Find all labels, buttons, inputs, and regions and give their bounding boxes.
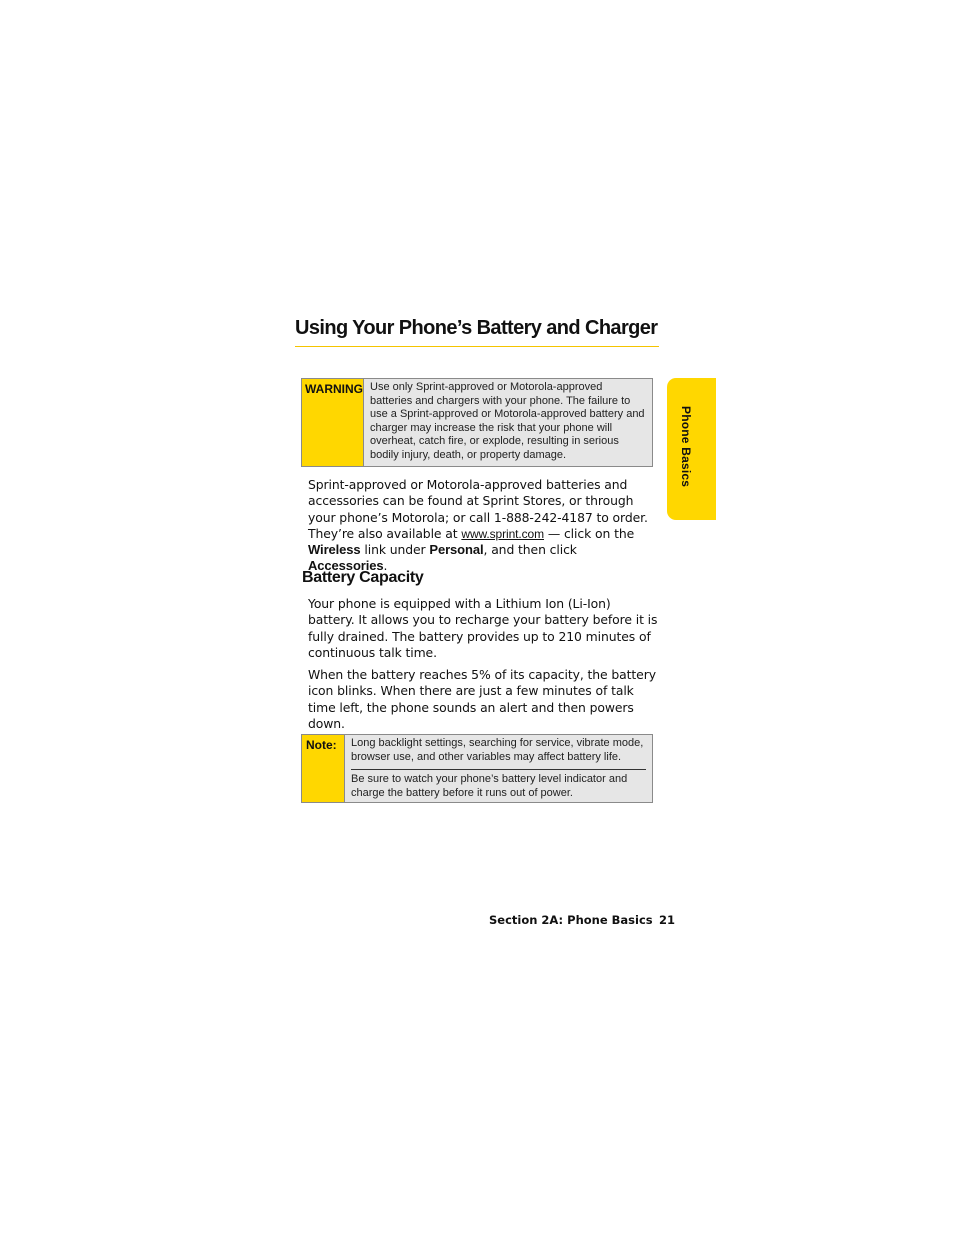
warning-label: WARNING	[302, 379, 364, 466]
side-tab-label: Phone Basics	[679, 406, 693, 488]
para-text: Sprint-approved or Motorola-approved batteries and accessories can be found at Sprint Stores, or through your phone’s Motorola; or call 1-888-242-4187 to order. They’re also available at	[308, 477, 648, 541]
note-text-2: Be sure to watch your phone’s battery level indicator and charge the battery before it runs out of power.	[351, 773, 628, 799]
wireless-term: Wireless	[308, 542, 361, 558]
warning-box	[301, 378, 653, 467]
personal-term: Personal	[429, 542, 484, 558]
section-subheading: Battery Capacity	[302, 569, 424, 586]
para-text: link under	[360, 542, 430, 558]
para-text: .	[383, 558, 388, 574]
para-text: , and then click	[483, 542, 577, 558]
note-divider	[351, 769, 646, 770]
warning-text: Use only Sprint-approved or Motorola-approved batteries and chargers with your phone. The failure to use a Sprint-approved or Motorola-approved battery and charger may increase the risk that your phone will overheat, catch fire, or explode, resulting in serious bodily injury, death, or property damage.	[370, 381, 645, 461]
note-label: Note:	[302, 735, 345, 802]
accessories-paragraph	[308, 477, 658, 575]
note-box	[301, 734, 653, 803]
page-footer	[489, 913, 676, 927]
para-text: — click on the	[544, 525, 635, 541]
page-number: 21	[659, 913, 676, 927]
side-tab	[667, 378, 716, 520]
note-content	[345, 735, 652, 802]
battery-alert-paragraph: When the battery reaches 5% of its capacity, the battery icon blinks. When there are just a few minutes of talk time left, the phone sounds an alert and then powers down.	[308, 667, 656, 731]
footer-section: Section 2A: Phone Basics	[489, 913, 653, 927]
accessories-term: Accessories	[308, 558, 384, 574]
note-text-1: Long backlight settings, searching for service, vibrate mode, browser use, and other variables may affect battery life.	[351, 737, 644, 763]
battery-paragraph: Your phone is equipped with a Lithium Ion (Li-Ion) battery. It allows you to recharge your battery before it is fully drained. The battery provides up to 210 minutes of continuous talk time.	[308, 596, 658, 660]
page-title: Using Your Phone’s Battery and Charger	[295, 316, 659, 347]
sprint-link[interactable]: www.sprint.com	[461, 526, 544, 541]
